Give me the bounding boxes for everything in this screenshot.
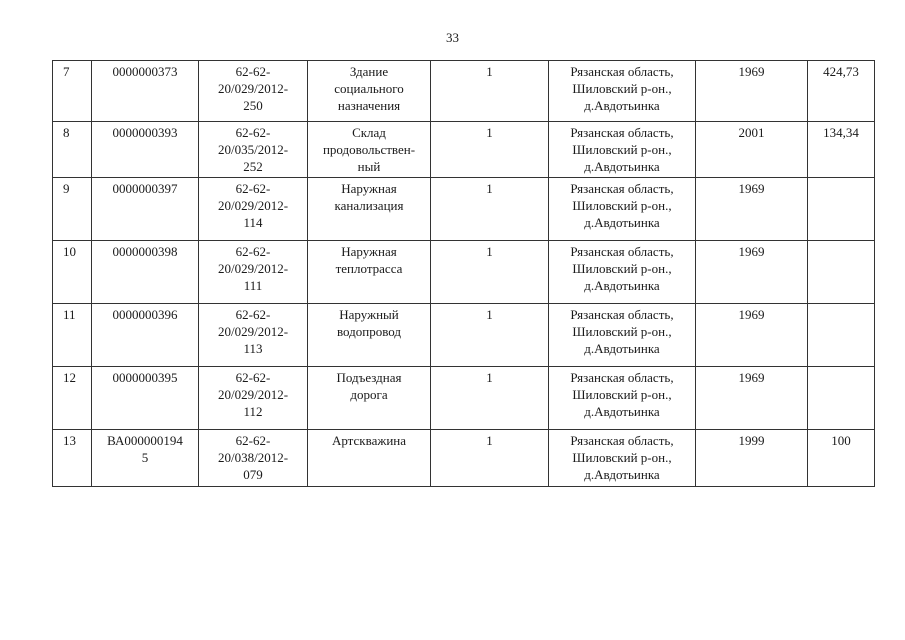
- cadastral-number-cell-line: 20/029/2012-: [217, 387, 289, 402]
- row-number-cell: [53, 178, 92, 241]
- object-name-cell-line: продовольствен-: [322, 142, 416, 157]
- cadastral-number-cell-line: 62-62-: [235, 244, 271, 259]
- cadastral-number-cell: [199, 430, 308, 487]
- table-row: [53, 61, 875, 122]
- address-cell-line: Рязанская область,: [570, 244, 674, 259]
- cadastral-number-cell: [199, 367, 308, 430]
- cadastral-number-cell-line: 250: [243, 98, 263, 113]
- year-cell-text: 1969: [738, 370, 765, 385]
- year-cell: [696, 304, 808, 367]
- object-name-cell-line: Артскважина: [331, 433, 407, 448]
- year-cell: [696, 61, 808, 122]
- inventory-number-cell-text: ВА000000194: [107, 433, 183, 448]
- row-number-cell: [53, 61, 92, 122]
- year-cell-text: 1969: [738, 181, 765, 196]
- address-cell-line: Шиловский р-он.,: [572, 387, 672, 402]
- table-row: [53, 241, 875, 304]
- inventory-number-cell-text: 0000000396: [112, 307, 178, 322]
- inventory-number-cell-text: 0000000397: [112, 181, 178, 196]
- cadastral-number-cell-line: 113: [243, 341, 263, 356]
- quantity-cell-text: 1: [486, 370, 493, 385]
- address-cell-line: Шиловский р-он.,: [572, 81, 672, 96]
- area-cell-text: 134,34: [823, 125, 859, 140]
- quantity-cell: [431, 61, 549, 122]
- inventory-number-cell-text: 5: [141, 450, 149, 465]
- quantity-cell-text: 1: [486, 125, 493, 140]
- year-cell-text: 1999: [738, 433, 765, 448]
- object-name-cell-line: назначения: [337, 98, 401, 113]
- inventory-number-cell: [92, 304, 199, 367]
- address-cell: [549, 430, 696, 487]
- cadastral-number-cell: [199, 178, 308, 241]
- address-cell: [549, 122, 696, 178]
- row-number-cell-text: 11: [63, 307, 76, 322]
- object-name-cell-line: социального: [334, 81, 404, 96]
- year-cell: [696, 178, 808, 241]
- object-name-cell: [308, 304, 431, 367]
- cadastral-number-cell-line: 62-62-: [235, 370, 271, 385]
- row-number-cell: [53, 122, 92, 178]
- object-name-cell-line: Склад: [352, 125, 386, 140]
- quantity-cell-text: 1: [486, 433, 493, 448]
- object-name-cell: [308, 122, 431, 178]
- cadastral-number-cell-line: 62-62-: [235, 181, 271, 196]
- row-number-cell: [53, 304, 92, 367]
- quantity-cell: [431, 430, 549, 487]
- address-cell: [549, 61, 696, 122]
- address-cell-line: Шиловский р-он.,: [572, 450, 672, 465]
- object-name-cell: [308, 61, 431, 122]
- object-name-cell: [308, 241, 431, 304]
- address-cell-line: Рязанская область,: [570, 125, 674, 140]
- address-cell-line: Рязанская область,: [570, 307, 674, 322]
- row-number-cell-text: 13: [63, 433, 76, 448]
- row-number-cell: [53, 367, 92, 430]
- area-cell-text: 424,73: [823, 64, 859, 79]
- address-cell: [549, 178, 696, 241]
- cadastral-number-cell-line: 20/035/2012-: [217, 142, 289, 157]
- year-cell: [696, 367, 808, 430]
- cadastral-number-cell-line: 62-62-: [235, 433, 271, 448]
- object-name-cell-line: канализация: [334, 198, 404, 213]
- address-cell-line: Рязанская область,: [570, 433, 674, 448]
- object-name-cell-line: Подъездная: [336, 370, 402, 385]
- area-cell: [808, 61, 875, 122]
- inventory-number-cell: [92, 122, 199, 178]
- area-cell: [808, 122, 875, 178]
- inventory-number-cell-text: 0000000398: [112, 244, 178, 259]
- cadastral-number-cell-line: 62-62-: [235, 125, 271, 140]
- table-row: [53, 304, 875, 367]
- area-cell: [808, 430, 875, 487]
- cadastral-number-cell: [199, 241, 308, 304]
- inventory-number-cell: [92, 61, 199, 122]
- area-cell: [808, 241, 875, 304]
- cadastral-number-cell: [199, 61, 308, 122]
- year-cell-text: 1969: [738, 307, 765, 322]
- quantity-cell: [431, 241, 549, 304]
- object-name-cell-line: дорога: [350, 387, 388, 402]
- cadastral-number-cell-line: 114: [243, 215, 263, 230]
- address-cell-line: д.Авдотьинка: [584, 159, 660, 174]
- inventory-number-cell-text: 0000000393: [112, 125, 178, 140]
- cadastral-number-cell-line: 20/029/2012-: [217, 324, 289, 339]
- cadastral-number-cell-line: 252: [243, 159, 263, 174]
- year-cell-text: 1969: [738, 64, 765, 79]
- quantity-cell-text: 1: [486, 181, 493, 196]
- address-cell-line: д.Авдотьинка: [584, 278, 660, 293]
- cadastral-number-cell: [199, 304, 308, 367]
- year-cell: [696, 122, 808, 178]
- address-cell: [549, 367, 696, 430]
- property-registry-table: [52, 60, 875, 487]
- cadastral-number-cell-line: 62-62-: [235, 307, 271, 322]
- row-number-cell: [53, 241, 92, 304]
- object-name-cell-line: ный: [357, 159, 381, 174]
- address-cell-line: Рязанская область,: [570, 64, 674, 79]
- quantity-cell-text: 1: [486, 307, 493, 322]
- cadastral-number-cell-line: 62-62-: [235, 64, 271, 79]
- address-cell-line: д.Авдотьинка: [584, 98, 660, 113]
- page-number: 33: [446, 30, 459, 45]
- object-name-cell-line: Наружная: [341, 244, 397, 259]
- table-row: [53, 122, 875, 178]
- address-cell-line: д.Авдотьинка: [584, 215, 660, 230]
- address-cell: [549, 241, 696, 304]
- inventory-number-cell: [92, 241, 199, 304]
- row-number-cell-text: 10: [63, 244, 76, 259]
- address-cell-line: Шиловский р-он.,: [572, 142, 672, 157]
- address-cell-line: Шиловский р-он.,: [572, 324, 672, 339]
- inventory-number-cell-text: 0000000373: [112, 64, 178, 79]
- address-cell: [549, 304, 696, 367]
- cadastral-number-cell-line: 112: [243, 404, 263, 419]
- address-cell-line: Рязанская область,: [570, 370, 674, 385]
- year-cell: [696, 430, 808, 487]
- table-row: [53, 430, 875, 487]
- quantity-cell: [431, 367, 549, 430]
- address-cell-line: д.Авдотьинка: [584, 404, 660, 419]
- inventory-number-cell: [92, 178, 199, 241]
- inventory-number-cell: [92, 367, 199, 430]
- row-number-cell-text: 9: [63, 181, 70, 196]
- row-number-cell: [53, 430, 92, 487]
- table-row: [53, 178, 875, 241]
- address-cell-line: Шиловский р-он.,: [572, 198, 672, 213]
- area-cell: [808, 304, 875, 367]
- address-cell-line: Рязанская область,: [570, 181, 674, 196]
- row-number-cell-text: 12: [63, 370, 76, 385]
- cadastral-number-cell-line: 20/029/2012-: [217, 261, 289, 276]
- area-cell: [808, 178, 875, 241]
- quantity-cell-text: 1: [486, 64, 493, 79]
- inventory-number-cell: [92, 430, 199, 487]
- year-cell-text: 1969: [738, 244, 765, 259]
- row-number-cell-text: 8: [63, 125, 70, 140]
- object-name-cell: [308, 430, 431, 487]
- object-name-cell-line: Наружный: [339, 307, 399, 322]
- year-cell-text: 2001: [738, 125, 765, 140]
- object-name-cell-line: теплотрасса: [335, 261, 403, 276]
- quantity-cell: [431, 122, 549, 178]
- object-name-cell-line: Здание: [349, 64, 389, 79]
- address-cell-line: Шиловский р-он.,: [572, 261, 672, 276]
- address-cell-line: д.Авдотьинка: [584, 341, 660, 356]
- object-name-cell: [308, 367, 431, 430]
- cadastral-number-cell-line: 20/029/2012-: [217, 198, 289, 213]
- inventory-number-cell-text: 0000000395: [112, 370, 178, 385]
- year-cell: [696, 241, 808, 304]
- cadastral-number-cell-line: 111: [243, 278, 263, 293]
- address-cell-line: д.Авдотьинка: [584, 467, 660, 482]
- area-cell-text: 100: [831, 433, 851, 448]
- row-number-cell-text: 7: [63, 64, 70, 79]
- quantity-cell-text: 1: [486, 244, 493, 259]
- cadastral-number-cell-line: 20/038/2012-: [217, 450, 289, 465]
- area-cell: [808, 367, 875, 430]
- object-name-cell-line: Наружная: [341, 181, 397, 196]
- object-name-cell-line: водопровод: [336, 324, 402, 339]
- cadastral-number-cell-line: 20/029/2012-: [217, 81, 289, 96]
- object-name-cell: [308, 178, 431, 241]
- table-row: [53, 367, 875, 430]
- cadastral-number-cell-line: 079: [243, 467, 263, 482]
- quantity-cell: [431, 304, 549, 367]
- quantity-cell: [431, 178, 549, 241]
- cadastral-number-cell: [199, 122, 308, 178]
